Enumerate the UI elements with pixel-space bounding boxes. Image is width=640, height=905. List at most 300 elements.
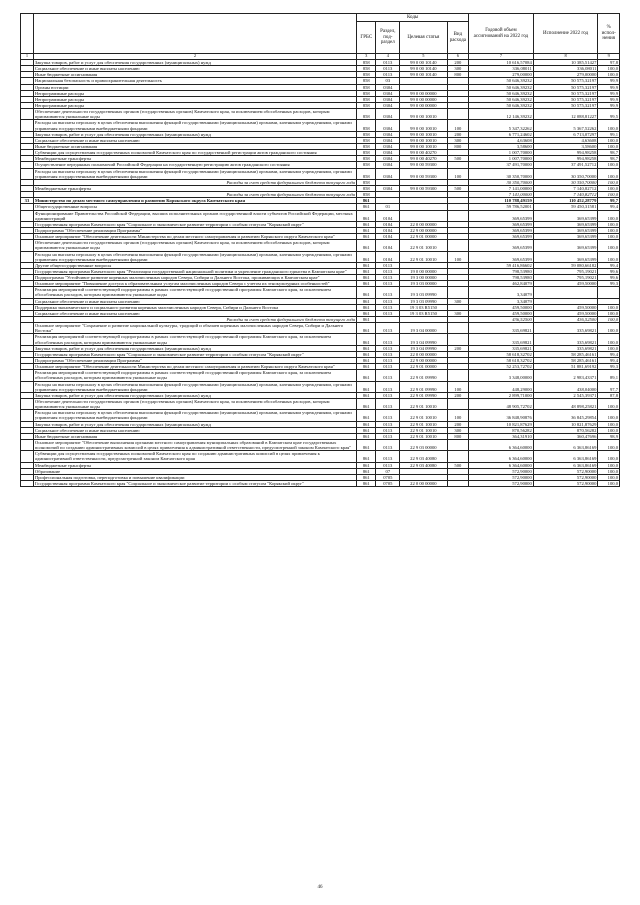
row-expense-type: 200	[447, 60, 469, 66]
row-section: 0113	[376, 275, 400, 281]
row-name: Непрограммные расходы	[33, 96, 356, 102]
row-index	[21, 451, 34, 462]
row-name: Расходы на выплаты персоналу в целях обеспечения выполнения функций государственными (муниципальными) органами, казенными учреждениями, органами управления государственными внебюджетными фондами	[33, 251, 356, 262]
row-section: 0104	[376, 210, 400, 221]
row-target-article: 22 9 01 09990	[400, 370, 447, 381]
row-percent: 99,7	[598, 198, 620, 204]
row-grbs: 858	[357, 109, 376, 120]
row-expense-type	[447, 370, 469, 381]
row-annual-amount: 4,63608	[469, 137, 534, 143]
row-name: Органы юстиции	[33, 84, 356, 90]
row-target-article: 22 0 00 00000	[400, 480, 447, 486]
row-name: Реализация мероприятий соответствующей подпрограммы в рамках соответствующей государственной программы Камчатского края, за исключением обособленных расходов, которым присваиваются уникальные коды	[33, 287, 356, 298]
row-name: Непрограммные расходы	[33, 90, 356, 96]
row-grbs: 861	[357, 251, 376, 262]
table-row	[21, 370, 620, 381]
row-name: Межбюджетные трансферты	[33, 185, 356, 191]
row-name: Обеспечение деятельности государственных органов (государственных органов) Камчатского края, за исключением обособленных расходов, которым присваиваются уникальные коды	[33, 240, 356, 251]
row-name: Основное мероприятие "Обеспечение деятельности Министерства по делам местного самоуправления и развитию Корякского округа Камчатского края"	[33, 234, 356, 240]
row-percent: 100,0	[598, 72, 620, 78]
row-index	[21, 370, 34, 381]
row-section: 0104	[376, 240, 400, 251]
row-percent: 100,0	[598, 251, 620, 262]
row-grbs: 861	[357, 410, 376, 421]
row-percent: 99,9	[598, 102, 620, 108]
row-section: 0113	[376, 451, 400, 462]
row-index	[21, 210, 34, 221]
row-annual-amount: 279,00000	[469, 72, 534, 78]
row-target-article: 99 0 00 10140	[400, 72, 447, 78]
row-grbs: 861	[357, 275, 376, 281]
row-index	[21, 440, 34, 451]
row-executed-amount: 994,98258	[533, 156, 598, 162]
row-expense-type: 100	[447, 168, 469, 179]
row-target-article: 19 3 03 00000	[400, 281, 447, 287]
row-target-article: 19 3 03 09990	[400, 287, 447, 298]
row-section: 0113	[376, 281, 400, 287]
row-executed-amount: 3,58600	[533, 143, 598, 149]
row-grbs: 858	[357, 60, 376, 66]
row-section: 0304	[376, 143, 400, 149]
row-annual-amount: 335,69821	[469, 334, 534, 345]
row-grbs: 861	[357, 421, 376, 427]
row-section: 0113	[376, 334, 400, 345]
row-executed-amount: 336,08011	[533, 66, 598, 72]
row-name: Министерство по делам местного самоуправления и развитию Корякского округа Камчатского края	[33, 198, 356, 204]
row-annual-amount: 36 848,90876	[469, 410, 534, 421]
row-executed-amount: 10 821,87629	[533, 421, 598, 427]
row-annual-amount: 10 821,87629	[469, 421, 534, 427]
header-grbs: ГРБС	[357, 22, 376, 54]
row-percent: 100,0	[598, 120, 620, 131]
row-name: Социальное обеспечение и иные выплаты населению	[33, 298, 356, 304]
row-annual-amount: 7 141,00000	[469, 185, 534, 191]
row-executed-amount: 30 350,70000	[533, 168, 598, 179]
row-percent: 100,0	[598, 227, 620, 233]
row-expense-type: 300	[447, 298, 469, 304]
table-row	[21, 281, 620, 287]
row-grbs: 861	[357, 358, 376, 364]
row-annual-amount: 369,65399	[469, 240, 534, 251]
row-section: 0304	[376, 102, 400, 108]
row-executed-amount: 335,69821	[533, 345, 598, 351]
header-annual: Годовой объем ассигнований на 2022 год	[469, 14, 534, 54]
header-exptype: Вид расхода	[447, 22, 469, 54]
row-percent: 100,0	[598, 179, 620, 185]
row-target-article: 22 9 03 40080	[400, 462, 447, 468]
row-annual-amount: 1 007,70000	[469, 156, 534, 162]
row-name: Социальное обеспечение и иные выплаты населению	[33, 66, 356, 72]
row-executed-amount: 10 385,51427	[533, 60, 598, 66]
row-grbs: 861	[357, 210, 376, 221]
row-name: Закупка товаров, работ и услуг для обеспечения государственных (муниципальных) нужд	[33, 392, 356, 398]
row-executed-amount: 870,56282	[533, 427, 598, 433]
row-target-article: 19 3 04 09990	[400, 345, 447, 351]
row-target-article: 99 0 00 10010	[400, 137, 447, 143]
row-target-article: 19 3 00 00000	[400, 275, 447, 281]
row-section: 0113	[376, 323, 400, 334]
row-percent: 100,0	[598, 221, 620, 227]
row-expense-type	[447, 399, 469, 410]
row-percent: 99,3	[598, 281, 620, 287]
row-grbs: 861	[357, 317, 376, 323]
row-annual-amount: 12 146,39232	[469, 109, 534, 120]
row-name: Иные бюджетные ассигнования	[33, 433, 356, 439]
row-section: 0104	[376, 221, 400, 227]
row-executed-amount: 795,19021	[533, 275, 598, 281]
row-executed-amount: 2 545,39371	[533, 392, 598, 398]
row-name: Государственная программа Камчатского края "Реализация государственной национальной политики и укрепление гражданского единства в Камчатском крае"	[33, 268, 356, 274]
row-name: Государственная программа Камчатского края "Социальное и экономическое развитие территории с особым статусом "Корякский округ"	[33, 221, 356, 227]
row-annual-amount: 1 007,70000	[469, 150, 534, 156]
row-expense-type: 300	[447, 137, 469, 143]
row-executed-amount: 6 363,86169	[533, 451, 598, 462]
row-percent: 100,0	[598, 143, 620, 149]
row-expense-type	[447, 480, 469, 486]
row-name: Иные бюджетные ассигнования	[33, 143, 356, 149]
row-grbs: 861	[357, 304, 376, 310]
row-expense-type: 200	[447, 392, 469, 398]
row-annual-amount: 6 364,60000	[469, 440, 534, 451]
header-codes: Коды	[357, 14, 469, 22]
row-annual-amount: 459,50000	[469, 304, 534, 310]
col-num: 5	[400, 54, 447, 60]
row-grbs: 858	[357, 179, 376, 185]
row-name: Расходы на выплаты персоналу в целях обеспечения выполнения функций государственными (муниципальными) органами, казенными учреждениями, органами управления государственными внебюджетными фондами	[33, 410, 356, 421]
row-grbs: 861	[357, 262, 376, 268]
row-annual-amount: 369,65399	[469, 210, 534, 221]
row-executed-amount: 279,00000	[533, 72, 598, 78]
row-index	[21, 399, 34, 410]
row-annual-amount: 462,84079	[469, 281, 534, 287]
row-percent: 99,3	[598, 364, 620, 370]
row-executed-amount: 50 575,32197	[533, 78, 598, 84]
row-executed-amount: 48 898,25821	[533, 399, 598, 410]
row-annual-amount: 3 348,00000	[469, 370, 534, 381]
row-name: Субвенции для осуществления государственных полномочий Камчатского края по созданию административных комиссий в целях привлечения к административной ответственности, предусмотренной законом Камчатского края	[33, 451, 356, 462]
col-num: 1	[21, 54, 34, 60]
row-expense-type	[447, 451, 469, 462]
row-annual-amount: 572,90000	[469, 468, 534, 474]
row-annual-amount: 3,34079	[469, 298, 534, 304]
row-section: 0304	[376, 150, 400, 156]
row-grbs: 858	[357, 90, 376, 96]
row-grbs: 861	[357, 440, 376, 451]
table-row	[21, 451, 620, 462]
row-executed-amount: 369,65399	[533, 234, 598, 240]
header-pct: % испол-нения	[598, 14, 620, 54]
table-row	[21, 168, 620, 179]
row-grbs: 858	[357, 185, 376, 191]
row-section: 0304	[376, 137, 400, 143]
row-executed-amount: 59 450,31581	[533, 204, 598, 210]
row-percent: 87,8	[598, 392, 620, 398]
row-percent: 100,0	[598, 421, 620, 427]
row-expense-type: 100	[447, 251, 469, 262]
row-target-article: 19 3 03 R5150	[400, 310, 447, 316]
row-grbs: 861	[357, 287, 376, 298]
row-section: 0113	[376, 370, 400, 381]
row-target-article: 19 0 00 00000	[400, 268, 447, 274]
row-annual-amount: 572,90000	[469, 474, 534, 480]
row-grbs: 858	[357, 66, 376, 72]
row-name: Социальное обеспечение и иные выплаты населению	[33, 310, 356, 316]
row-percent: 100,0	[598, 66, 620, 72]
row-annual-amount: 3,34079	[469, 287, 534, 298]
row-grbs: 858	[357, 96, 376, 102]
row-annual-amount: 58 618,32702	[469, 358, 534, 364]
row-section: 0113	[376, 410, 400, 421]
table-row	[21, 240, 620, 251]
row-percent: 100,0	[598, 240, 620, 251]
row-target-article: 22 9 01 10010	[400, 410, 447, 421]
row-annual-amount: 37 491,70000	[469, 162, 534, 168]
row-grbs: 858	[357, 137, 376, 143]
row-percent: 98,7	[598, 156, 620, 162]
row-percent: 99,6	[598, 275, 620, 281]
row-name: Реализация мероприятий соответствующей подпрограммы в рамках соответствующей государственной программы Камчатского края, за исключением обособленных расходов, которым присваиваются уникальные коды	[33, 370, 356, 381]
row-index	[21, 251, 34, 262]
row-annual-amount: 870,56282	[469, 427, 534, 433]
row-percent: 100,0	[598, 210, 620, 221]
row-name: Субвенции для осуществления государственных полномочий Камчатского края по государственной регистрации актов гражданского состояния	[33, 150, 356, 156]
row-annual-amount: 30 350,70000	[469, 179, 534, 185]
row-target-article: 99 0 00 00000	[400, 102, 447, 108]
row-name: Подпрограмма "Обеспечение реализации Программы"	[33, 358, 356, 364]
table-header	[21, 14, 620, 60]
row-percent: 98,9	[598, 433, 620, 439]
row-annual-amount: 459,50000	[469, 310, 534, 316]
row-name: Закупка товаров, работ и услуг для обеспечения государственных (муниципальных) нужд	[33, 421, 356, 427]
row-executed-amount: 369,65399	[533, 240, 598, 251]
row-annual-amount: 335,69821	[469, 323, 534, 334]
row-section: 0113	[376, 421, 400, 427]
row-executed-amount: 50 575,32197	[533, 102, 598, 108]
row-percent: 89,1	[598, 370, 620, 381]
row-section: 0304	[376, 168, 400, 179]
row-expense-type	[447, 109, 469, 120]
row-executed-amount: 459,50000	[533, 281, 598, 287]
row-expense-type	[447, 334, 469, 345]
row-executed-amount: 572,90000	[533, 468, 598, 474]
row-index: 33	[21, 198, 34, 204]
page-number: 46	[317, 885, 323, 890]
row-target-article: 22 9 03 00000	[400, 440, 447, 451]
row-name: Государственная программа Камчатского края "Социальное и экономическое развитие территории с особым статусом "Корякский округ"	[33, 351, 356, 357]
row-annual-amount: 798,53980	[469, 268, 534, 274]
row-section: 0304	[376, 162, 400, 168]
row-annual-amount: 369,65399	[469, 221, 534, 227]
row-percent: 100,0	[598, 474, 620, 480]
row-grbs: 858	[357, 143, 376, 149]
row-name: Основное мероприятие "Сохранение и развитие национальной культуры, традиций и обычаев коренных малочисленных народов Севера, Сибири и Дальнего Востока"	[33, 323, 356, 334]
row-annual-amount: 369,65399	[469, 251, 534, 262]
table-body	[21, 60, 620, 487]
row-executed-amount: 459,50000	[533, 310, 598, 316]
row-section: 0304	[376, 90, 400, 96]
row-target-article: 99 0 00 59300	[400, 168, 447, 179]
row-percent: 100,0	[598, 317, 620, 323]
row-grbs: 861	[357, 433, 376, 439]
row-annual-amount: 52 253,72702	[469, 364, 534, 370]
row-section: 0113	[376, 60, 400, 66]
header-target: Целевая статья	[400, 22, 447, 54]
row-name: Социальное обеспечение и иные выплаты населению	[33, 427, 356, 433]
row-annual-amount: 336,08011	[469, 66, 534, 72]
row-percent: 99,9	[598, 96, 620, 102]
row-annual-amount: 448,29000	[469, 381, 534, 392]
header-executed: Исполнение 2022 год	[533, 14, 598, 54]
row-grbs: 861	[357, 392, 376, 398]
row-section: 01	[376, 204, 400, 210]
row-percent: 100,0	[598, 137, 620, 143]
row-executed-amount: 59 080,66182	[533, 262, 598, 268]
row-name: Подпрограмма "Устойчивое развитие коренных малочисленных народов Севера, Сибири и Дальнего Востока, проживающих в Камчатском крае"	[33, 275, 356, 281]
row-annual-amount: 30 350,70000	[469, 168, 534, 179]
row-target-article: 22 9 00 00000	[400, 358, 447, 364]
row-executed-amount: 360,47696	[533, 433, 598, 439]
row-expense-type	[447, 287, 469, 298]
row-target-article: 22 9 01 10010	[400, 421, 447, 427]
row-target-article: 99 0 00 59300	[400, 162, 447, 168]
row-percent: 99,1	[598, 131, 620, 137]
header-name-cell	[33, 14, 356, 54]
row-name: Закупка товаров, работ и услуг для обеспечения государственных (муниципальных) нужд	[33, 60, 356, 66]
col-num: 2	[33, 54, 356, 60]
row-annual-amount: 59 416,86602	[469, 262, 534, 268]
table-row	[21, 109, 620, 120]
row-section: 0113	[376, 298, 400, 304]
row-executed-amount: 30 350,70000	[533, 179, 598, 185]
table-row	[21, 323, 620, 334]
row-percent: 99,9	[598, 78, 620, 84]
row-expense-type: 800	[447, 433, 469, 439]
row-annual-amount: 10 616,57084	[469, 60, 534, 66]
row-grbs: 858	[357, 120, 376, 131]
row-expense-type: 800	[447, 143, 469, 149]
table-row	[21, 410, 620, 421]
row-executed-amount: 50 575,32197	[533, 90, 598, 96]
row-executed-amount: 58 285,46161	[533, 351, 598, 357]
row-name: Межбюджетные трансферты	[33, 462, 356, 468]
row-section: 0104	[376, 234, 400, 240]
row-section: 0113	[376, 462, 400, 468]
row-percent: 100,0	[598, 323, 620, 334]
row-percent: 97,8	[598, 60, 620, 66]
row-grbs: 858	[357, 162, 376, 168]
col-num: 6	[447, 54, 469, 60]
row-name: Социальное обеспечение и иные выплаты населению	[33, 137, 356, 143]
row-target-article: 99 0 00 10010	[400, 131, 447, 137]
row-target-article: 22 0 00 00000	[400, 221, 447, 227]
row-percent: 100,0	[598, 192, 620, 198]
header-section: Раздел, под-раздел	[376, 22, 400, 54]
row-percent: 97,7	[598, 381, 620, 392]
row-grbs: 861	[357, 281, 376, 287]
row-name: Обеспечение деятельности государственных органов (государственных органов) Камчатского края, за исключением обособленных расходов, которым присваиваются уникальные коды	[33, 399, 356, 410]
row-percent: 99,6	[598, 268, 620, 274]
row-target-article: 19 3 04 09990	[400, 334, 447, 345]
row-target-article: 22 9 01 09990	[400, 381, 447, 392]
row-grbs: 861	[357, 364, 376, 370]
row-expense-type: 300	[447, 427, 469, 433]
row-expense-type: 200	[447, 345, 469, 351]
row-section: 03	[376, 78, 400, 84]
row-section: 0113	[376, 399, 400, 410]
row-percent: 100,0	[598, 451, 620, 462]
col-num: 3	[357, 54, 376, 60]
row-grbs: 861	[357, 234, 376, 240]
row-name: Образование	[33, 468, 356, 474]
row-percent: 99,9	[598, 90, 620, 96]
row-name: Основное мероприятие "Обеспечение деятельности Министерства по делам местного самоуправления и развитию Корякского округа Камчатского края"	[33, 364, 356, 370]
row-expense-type: 200	[447, 131, 469, 137]
table-row	[21, 334, 620, 345]
col-num: 7	[469, 54, 534, 60]
row-section: 0113	[376, 304, 400, 310]
row-name: Поддержка экономического и социального развития коренных малочисленных народов Севера, Сибири и Дальнего Востока	[33, 304, 356, 310]
row-name: Общегосударственные вопросы	[33, 204, 356, 210]
row-percent: 99,9	[598, 84, 620, 90]
row-target-article: 22 9 03 40080	[400, 451, 447, 462]
row-grbs: 861	[357, 480, 376, 486]
row-grbs: 861	[357, 381, 376, 392]
row-section: 0304	[376, 109, 400, 120]
row-section: 0705	[376, 480, 400, 486]
row-percent: 100,0	[598, 310, 620, 316]
row-expense-type	[447, 210, 469, 221]
row-grbs: 861	[357, 351, 376, 357]
row-executed-amount: 369,65399	[533, 251, 598, 262]
row-percent: 100,0	[598, 480, 620, 486]
row-executed-amount: 369,65399	[533, 227, 598, 233]
row-section: 0113	[376, 433, 400, 439]
row-executed-amount: 2 983,43371	[533, 370, 598, 381]
row-executed-amount: 994,98258	[533, 150, 598, 156]
row-target-article: 22 9 01 10010	[400, 427, 447, 433]
row-name: Закупка товаров, работ и услуг для обеспечения государственных (муниципальных) нужд	[33, 131, 356, 137]
row-name: Основное мероприятие "Повышение доступа к образовательным услугам малочисленных народов Севера с учетом их этнокультурных особенностей"	[33, 281, 356, 287]
row-grbs: 858	[357, 78, 376, 84]
row-percent: 99,5	[598, 109, 620, 120]
header-index-cell	[21, 14, 34, 54]
row-name: Иные бюджетные ассигнования	[33, 72, 356, 78]
row-expense-type: 100	[447, 410, 469, 421]
row-target-article: 19 3 03 09990	[400, 298, 447, 304]
row-grbs: 861	[357, 370, 376, 381]
row-executed-amount: 5 367,52262	[533, 120, 598, 131]
row-name: Расходы на выплаты персоналу в целях обеспечения выполнения функций государственными (муниципальными) органами, казенными учреждениями, органами управления государственными внебюджетными фондами	[33, 120, 356, 131]
row-grbs: 861	[357, 468, 376, 474]
row-grbs: 861	[357, 198, 376, 204]
row-section: 0104	[376, 251, 400, 262]
row-grbs: 858	[357, 102, 376, 108]
row-index	[21, 410, 34, 421]
row-percent: 99,4	[598, 262, 620, 268]
row-executed-amount: 36 845,29854	[533, 410, 598, 421]
row-target-article: 99 0 00 10010	[400, 143, 447, 149]
row-percent: 100,0	[598, 334, 620, 345]
row-expense-type: 500	[447, 462, 469, 468]
row-index	[21, 168, 34, 179]
row-target-article: 99 0 00 59300	[400, 185, 447, 191]
row-name: Профессиональная подготовка, переподготовка и повышение квалификации	[33, 474, 356, 480]
row-section: 0304	[376, 185, 400, 191]
row-index	[21, 120, 34, 131]
row-executed-amount: 369,65399	[533, 221, 598, 227]
row-annual-amount: 58 618,32702	[469, 351, 534, 357]
row-grbs: 861	[357, 221, 376, 227]
